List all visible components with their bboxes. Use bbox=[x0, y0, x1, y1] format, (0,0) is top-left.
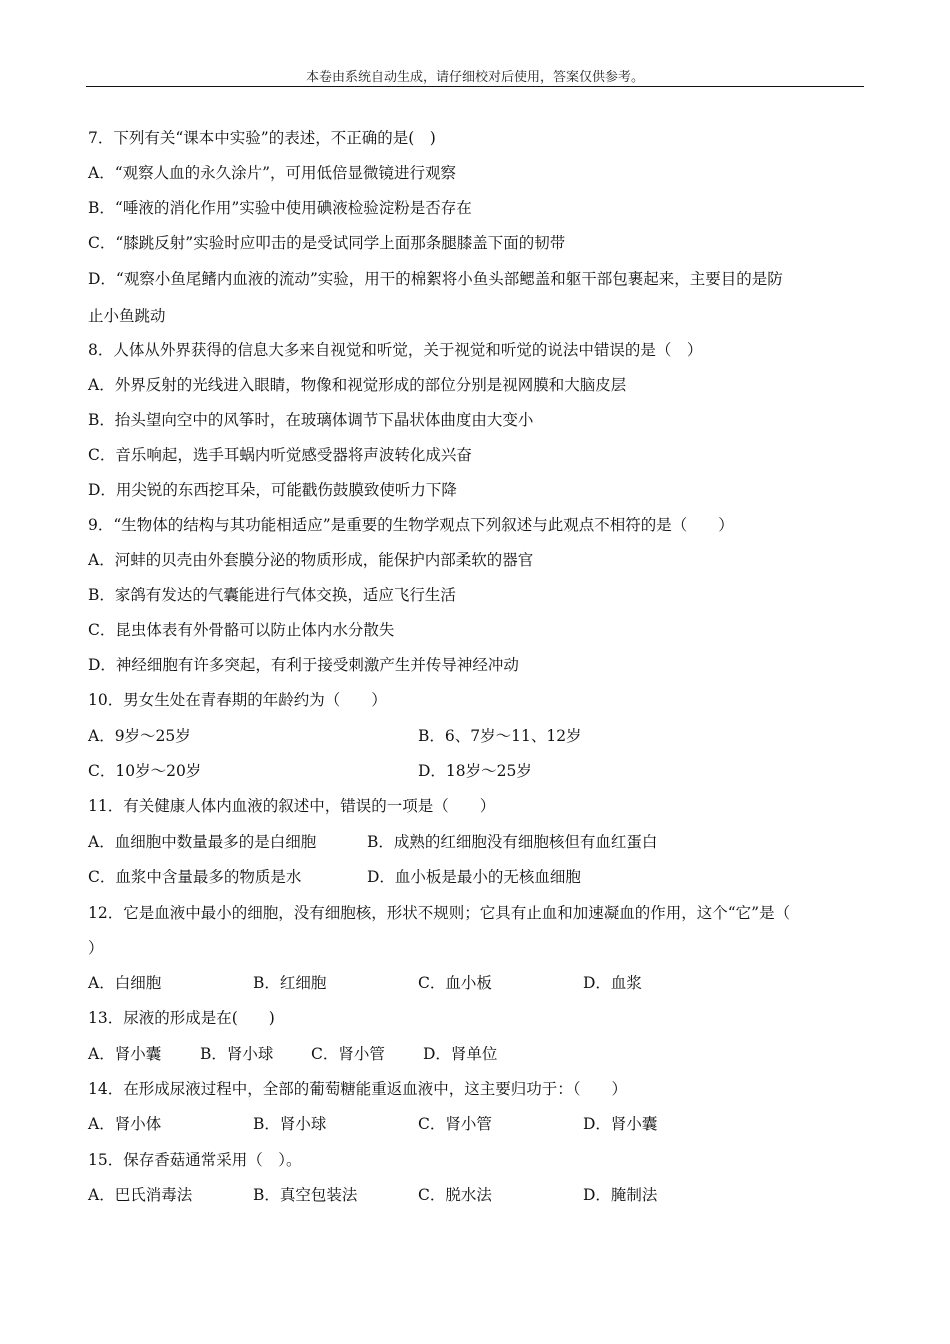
question-15-option-c: C．脱水法 bbox=[418, 1186, 492, 1204]
question-13-option-d: D．肾单位 bbox=[423, 1045, 498, 1063]
question-15-option-b: B．真空包装法 bbox=[253, 1186, 358, 1204]
question-9-option-a: A．河蚌的贝壳由外套膜分泌的物质形成，能保护内部柔软的器官 bbox=[88, 551, 534, 569]
question-13-option-a: A．肾小囊 bbox=[88, 1045, 162, 1063]
question-7-option-a: A．“观察人血的永久涂片”，可用低倍显微镜进行观察 bbox=[88, 164, 457, 182]
question-9-stem: 9．“生物体的结构与其功能相适应”是重要的生物学观点下列叙述与此观点不相符的是（ ） bbox=[88, 516, 734, 534]
question-7-option-d: D．“观察小鱼尾鳍内血液的流动”实验，用干的棉絮将小鱼头部鳃盖和躯干部包裹起来，主要目的是防 bbox=[88, 270, 783, 288]
question-15-option-d: D．腌制法 bbox=[583, 1186, 658, 1204]
question-14-option-c: C．肾小管 bbox=[418, 1115, 492, 1133]
question-11-stem: 11．有关健康人体内血液的叙述中，错误的一项是（ ） bbox=[88, 797, 496, 815]
question-8-option-a: A．外界反射的光线进入眼睛，物像和视觉形成的部位分别是视网膜和大脑皮层 bbox=[88, 376, 627, 394]
question-11-option-c: C．血浆中含量最多的物质是水 bbox=[88, 868, 302, 886]
question-7-option-c: C．“膝跳反射”实验时应叩击的是受试同学上面那条腿膝盖下面的韧带 bbox=[88, 234, 566, 252]
question-14-option-d: D．肾小囊 bbox=[583, 1115, 658, 1133]
question-14-option-b: B．肾小球 bbox=[253, 1115, 327, 1133]
question-10-option-d: D．18岁～25岁 bbox=[418, 762, 532, 780]
question-7-stem: 7．下列有关“课本中实验”的表述，不正确的是( ) bbox=[88, 129, 436, 147]
question-9-option-d: D．神经细胞有许多突起，有利于接受刺激产生并传导神经冲动 bbox=[88, 656, 519, 674]
header-rule bbox=[86, 86, 864, 87]
question-7-option-d-cont: 止小鱼跳动 bbox=[88, 307, 166, 325]
question-12-option-b: B．红细胞 bbox=[253, 974, 327, 992]
question-14-stem: 14．在形成尿液过程中，全部的葡萄糖能重返血液中，这主要归功于：（ ） bbox=[88, 1080, 627, 1098]
question-10-option-b: B．6、7岁～11、12岁 bbox=[418, 727, 582, 745]
question-11-option-b: B．成熟的红细胞没有细胞核但有血红蛋白 bbox=[367, 833, 658, 851]
question-14-option-a: A．肾小体 bbox=[88, 1115, 162, 1133]
question-11-option-a: A．血细胞中数量最多的是白细胞 bbox=[88, 833, 317, 851]
question-11-option-d: D．血小板是最小的无核血细胞 bbox=[367, 868, 581, 886]
question-15-stem: 15．保存香菇通常采用（ ）。 bbox=[88, 1151, 302, 1169]
question-8-option-d: D．用尖锐的东西挖耳朵，可能戳伤鼓膜致使听力下降 bbox=[88, 481, 457, 499]
question-13-option-b: B．肾小球 bbox=[200, 1045, 274, 1063]
question-9-option-b: B．家鸽有发达的气囊能进行气体交换，适应飞行生活 bbox=[88, 586, 456, 604]
question-10-stem: 10．男女生处在青春期的年龄约为（ ） bbox=[88, 691, 387, 709]
question-12-stem: 12．它是血液中最小的细胞，没有细胞核，形状不规则；它具有止血和加速凝血的作用，这个“它”是（ bbox=[88, 904, 791, 922]
question-7-option-b: B．“唾液的消化作用”实验中使用碘液检验淀粉是否存在 bbox=[88, 199, 472, 217]
question-10-option-c: C．10岁～20岁 bbox=[88, 762, 202, 780]
question-12-stem-cont: ） bbox=[88, 939, 104, 957]
question-10-option-a: A．9岁～25岁 bbox=[88, 727, 191, 745]
question-8-option-b: B．抬头望向空中的风筝时，在玻璃体调节下晶状体曲度由大变小 bbox=[88, 411, 534, 429]
question-8-stem: 8．人体从外界获得的信息大多来自视觉和听觉，关于视觉和听觉的说法中错误的是（ ） bbox=[88, 341, 703, 359]
question-12-option-c: C．血小板 bbox=[418, 974, 492, 992]
question-15-option-a: A．巴氏消毒法 bbox=[88, 1186, 193, 1204]
question-8-option-c: C．音乐响起，选手耳蜗内听觉感受器将声波转化成兴奋 bbox=[88, 446, 472, 464]
question-12-option-a: A．白细胞 bbox=[88, 974, 162, 992]
page-header: 本卷由系统自动生成，请仔细校对后使用，答案仅供参考。 bbox=[305, 70, 644, 85]
question-9-option-c: C．昆虫体表有外骨骼可以防止体内水分散失 bbox=[88, 621, 395, 639]
question-13-stem: 13．尿液的形成是在( ) bbox=[88, 1009, 275, 1027]
question-12-option-d: D．血浆 bbox=[583, 974, 642, 992]
question-13-option-c: C．肾小管 bbox=[311, 1045, 385, 1063]
